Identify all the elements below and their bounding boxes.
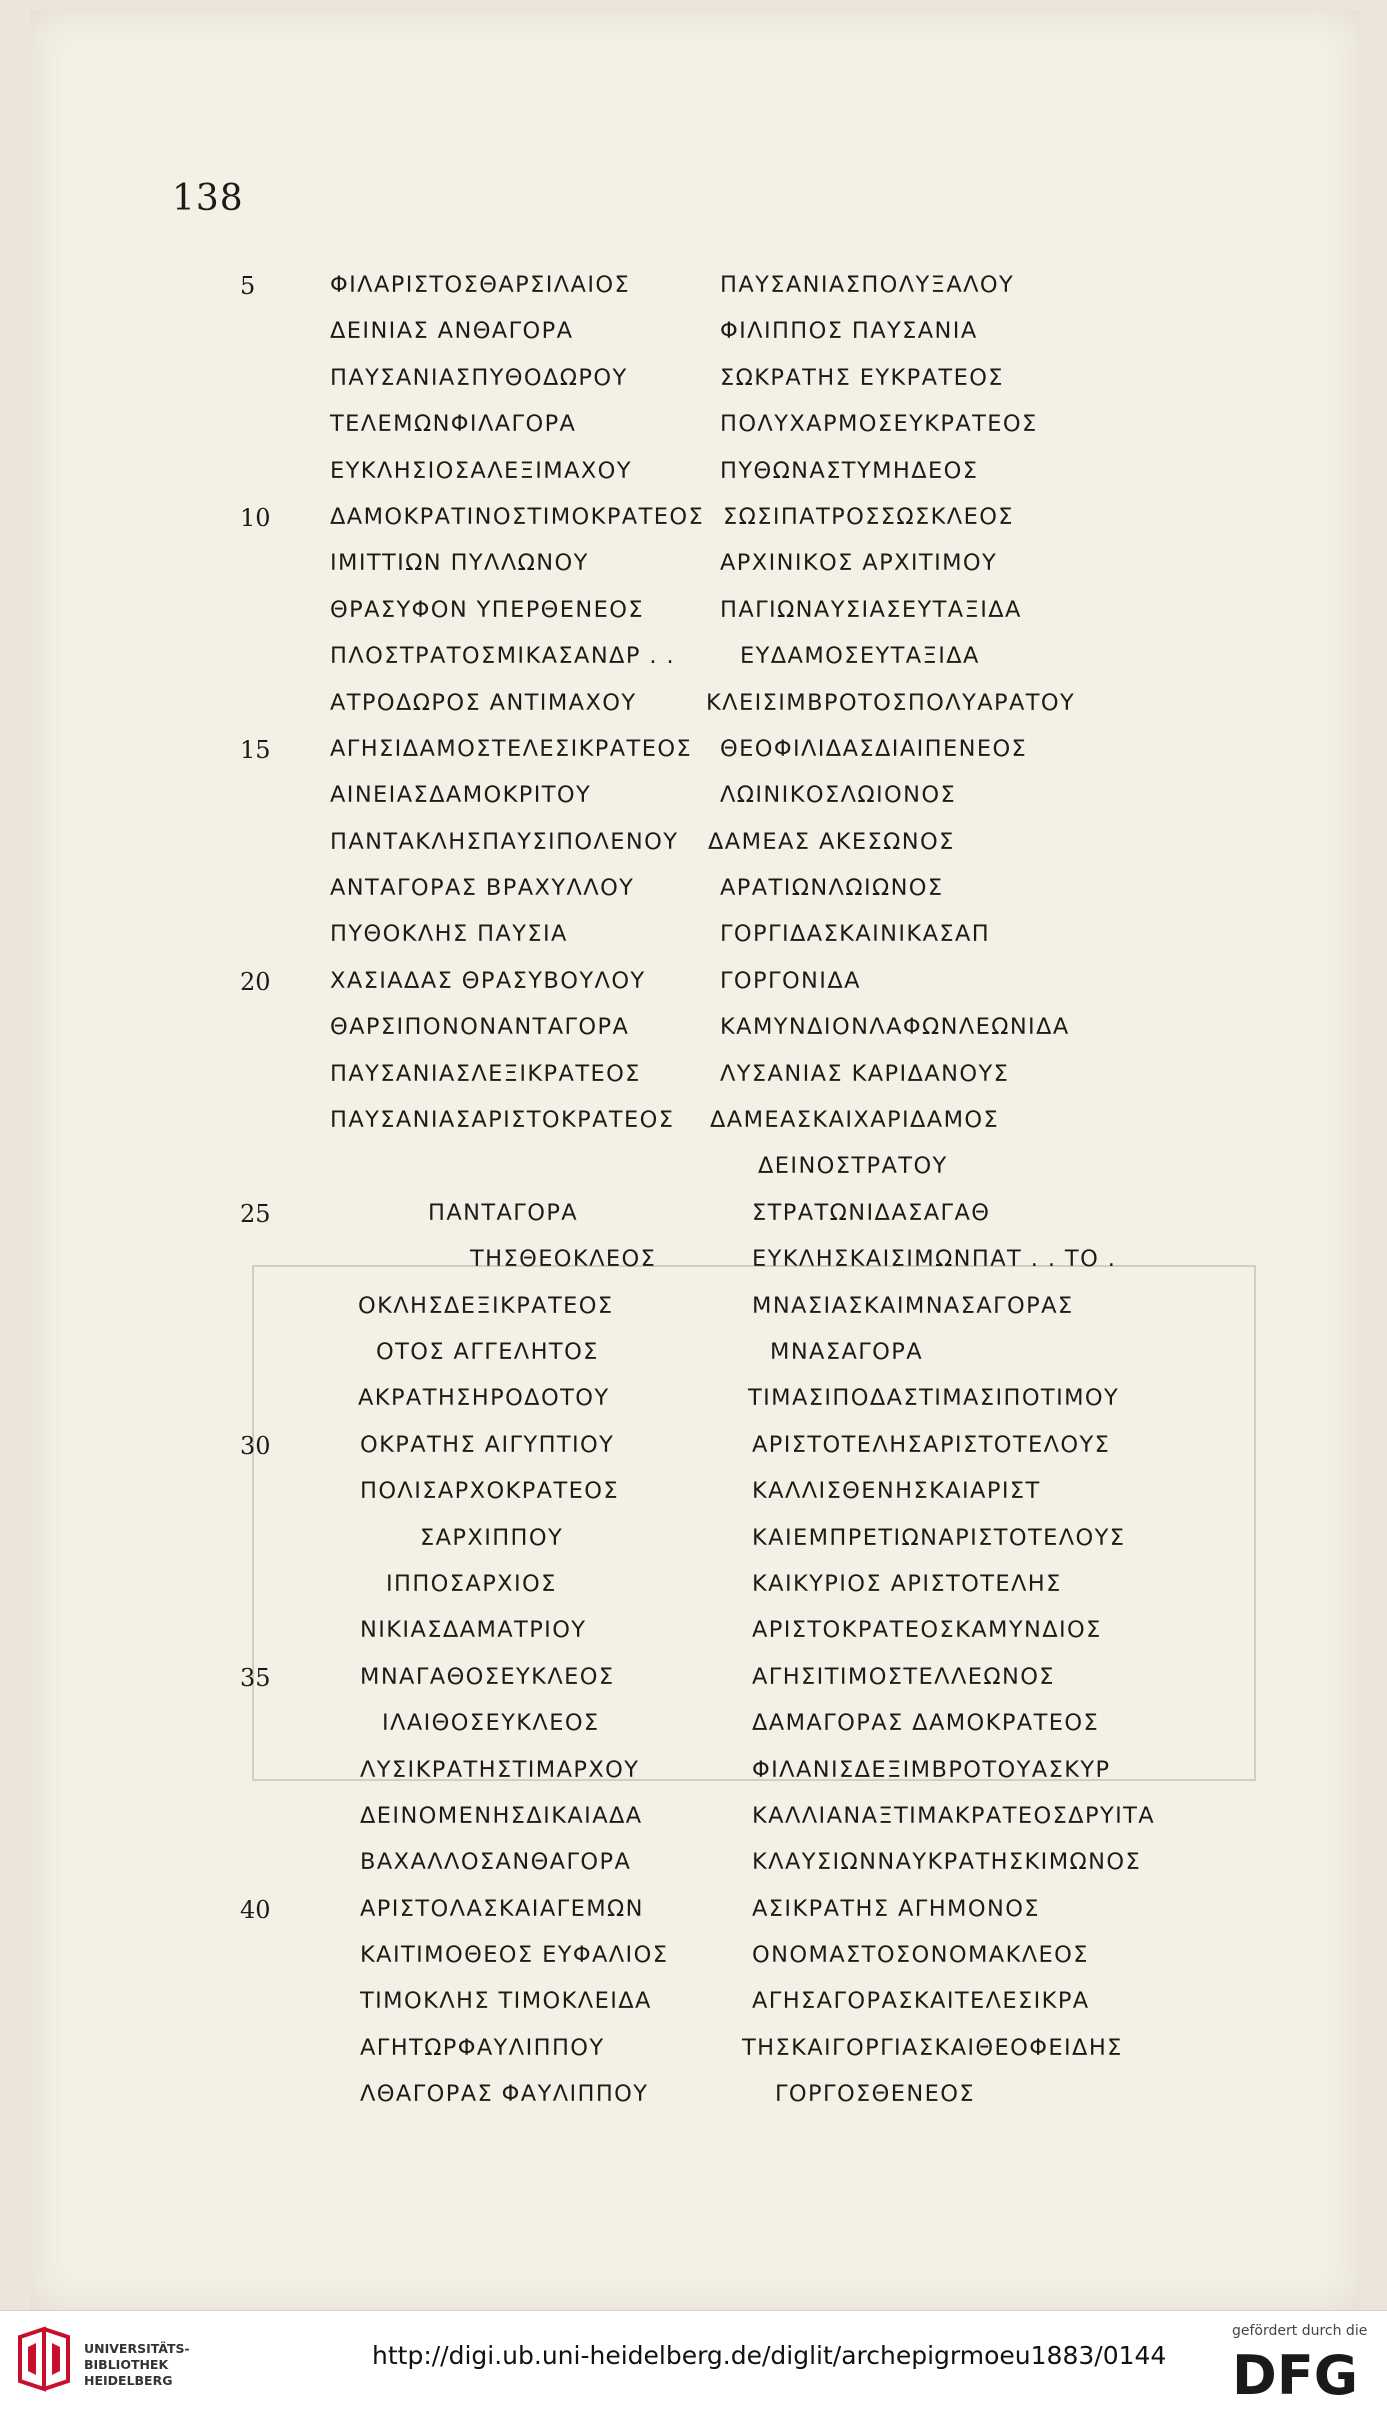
- right-column-text: ΠΑΥΣΑΝΙΑΣΠΟΛΥΞΑΛΟΥ: [720, 272, 1015, 298]
- inscription-line: [30, 1014, 1360, 1060]
- document-url-link[interactable]: http://digi.ub.uni-heidelberg.de/diglit/archepigrmoeu1883/0144: [372, 2341, 1167, 2370]
- right-column-text: ΘΕΟΦΙΛΙΔΑΣΔΙΑΙΠΕΝΕΟΣ: [720, 735, 1028, 762]
- line-number: 15: [240, 735, 271, 764]
- footer-bar: [0, 2310, 1387, 2413]
- line-number: 25: [240, 1199, 271, 1228]
- inscription-line: [30, 968, 1360, 1014]
- left-column-text: ΑΓΗΣΙΔΑΜΟΣΤΕΛΕΣΙΚΡΑΤΕΟΣ: [330, 735, 693, 762]
- inscription-line: [30, 2035, 1360, 2081]
- inscription-line: [30, 550, 1360, 596]
- inscription-line: [30, 1246, 1360, 1292]
- right-column-text: ΑΡΙΣΤΟΤΕΛΗΣΑΡΙΣΤΟΤΕΛΟΥΣ: [752, 1431, 1111, 1458]
- university-name: UNIVERSITÄTS- BIBLIOTHEK HEIDELBERG: [84, 2341, 190, 2388]
- left-column-text: ΤΙΜΟΚΛΗΣ ΤΙΜΟΚΛΕΙΔΑ: [360, 1988, 652, 2015]
- inscription-line: [30, 1107, 1360, 1153]
- inscription-line: [30, 690, 1360, 736]
- inscription-line: [30, 1757, 1360, 1803]
- inscription-line: [30, 1896, 1360, 1942]
- left-column-text: ΣΑΡΧΙΠΠΟΥ: [420, 1524, 564, 1551]
- left-column-text: ΙΜΙΤΤΙΩΝ ΠΥΛΛΩΝΟΥ: [330, 550, 589, 577]
- university-logo-icon: [14, 2325, 74, 2393]
- right-column-text: ΦΙΛΙΠΠΟΣ ΠΑΥΣΑΝΙΑ: [720, 318, 978, 345]
- left-column-text: ΑΤΡΟΔΩΡΟΣ ΑΝΤΙΜΑΧΟΥ: [330, 689, 637, 716]
- inscription-line: [30, 1293, 1360, 1339]
- inscription-line: [30, 504, 1360, 550]
- left-column-text: ΑΓΗΤΩΡΦΑΥΛΙΠΠΟΥ: [360, 2034, 605, 2061]
- right-column-text: ΜΝΑΣΑΓΟΡΑ: [770, 1338, 924, 1365]
- line-number: 20: [240, 967, 271, 996]
- right-column-text: ΔΑΜΕΑΣ ΑΚΕΣΩΝΟΣ: [708, 828, 955, 855]
- left-column-text: ΠΑΥΣΑΝΙΑΣΑΡΙΣΤΟΚΡΑΤΕΟΣ: [330, 1107, 675, 1134]
- left-column-text: ΙΠΠΟΣΑΡΧΙΟΣ: [386, 1570, 557, 1597]
- right-column-text: ΛΩΙΝΙΚΟΣΛΩΙΟΝΟΣ: [720, 782, 957, 809]
- right-column-text: ΛΥΣΑΝΙΑΣ ΚΑΡΙΔΑΝΟΥΣ: [720, 1060, 1010, 1087]
- line-number: 40: [240, 1895, 271, 1924]
- right-column-text: ΠΥΘΩΝΑΣΤΥΜΗΔΕΟΣ: [720, 457, 979, 484]
- right-column-text: ΚΑΜΥΝΔΙΟΝΛΑΦΩΝΛΕΩΝΙΔΑ: [720, 1014, 1070, 1041]
- right-column-text: ΠΟΛΥΧΑΡΜΟΣΕΥΚΡΑΤΕΟΣ: [720, 411, 1038, 438]
- inscription-line: [30, 1385, 1360, 1431]
- right-column-text: ΕΥΚΛΗΣΚΑΙΣΙΜΩΝΠΑΤ . . ΤΟ .: [752, 1246, 1117, 1273]
- inscription-line: [30, 1432, 1360, 1478]
- right-column-text: ΣΩΚΡΑΤΗΣ ΕΥΚΡΑΤΕΟΣ: [720, 364, 1004, 391]
- inscription-line: [30, 1200, 1360, 1246]
- inscription-line: [30, 1525, 1360, 1571]
- inscription-line: [30, 1153, 1360, 1199]
- right-column-text: ΜΝΑΣΙΑΣΚΑΙΜΝΑΣΑΓΟΡΑΣ: [752, 1292, 1074, 1319]
- inscription-line: [30, 1664, 1360, 1710]
- right-column-text: ΑΓΗΣΑΓΟΡΑΣΚΑΙΤΕΛΕΣΙΚΡΑ: [752, 1988, 1090, 2015]
- right-column-text: ΑΓΗΣΙΤΙΜΟΣΤΕΛΛΕΩΝΟΣ: [752, 1663, 1055, 1690]
- left-column-text: ΤΗΣΘΕΟΚΛΕΟΣ: [470, 1246, 657, 1273]
- left-column-text: ΦΙΛΑΡΙΣΤΟΣΘΑΡΣΙΛΑΙΟΣ: [330, 272, 631, 298]
- left-column-text: ΔΑΜΟΚΡΑΤΙΝΟΣΤΙΜΟΚΡΑΤΕΟΣ: [330, 503, 705, 530]
- left-column-text: ΟΚΡΑΤΗΣ ΑΙΓΥΠΤΙΟΥ: [360, 1431, 615, 1458]
- inscription-line: [30, 829, 1360, 875]
- right-column-text: ΚΛΕΙΣΙΜΒΡΟΤΟΣΠΟΛΥΑΡΑΤΟΥ: [706, 689, 1076, 716]
- inscription-line: [30, 643, 1360, 689]
- inscription-line: [30, 1988, 1360, 2034]
- right-column-text: ΦΙΛΑΝΙΣΔΕΞΙΜΒΡΟΤΟΥΑΣΚΥΡ: [752, 1756, 1111, 1783]
- left-column-text: ΕΥΚΛΗΣΙΟΣΑΛΕΞΙΜΑΧΟΥ: [330, 457, 632, 484]
- inscription-line: [30, 1617, 1360, 1663]
- left-column-text: ΘΡΑΣΥΦΟΝ ΥΠΕΡΘΕΝΕΟΣ: [330, 596, 644, 623]
- left-column-text: ΤΕΛΕΜΩΝΦΙΛΑΓΟΡΑ: [330, 411, 577, 438]
- right-column-text: ΓΟΡΓΟΝΙΔΑ: [720, 967, 861, 994]
- inscription-line: [30, 411, 1360, 457]
- page-number: 138: [172, 178, 244, 219]
- scanned-page: [30, 10, 1360, 2310]
- left-column-text: ΠΑΥΣΑΝΙΑΣΛΕΞΙΚΡΑΤΕΟΣ: [330, 1060, 641, 1087]
- left-column-text: ΑΚΡΑΤΗΣΗΡΟΔΟΤΟΥ: [358, 1385, 610, 1412]
- right-column-text: ΔΕΙΝΟΣΤΡΑΤΟΥ: [758, 1153, 948, 1180]
- inscription-line: [30, 365, 1360, 411]
- line-number: 5: [240, 272, 256, 300]
- right-column-text: ΑΡΧΙΝΙΚΟΣ ΑΡΧΙΤΙΜΟΥ: [720, 550, 998, 577]
- right-column-text: ΚΛΑΥΣΙΩΝΝΑΥΚΡΑΤΗΣΚΙΜΩΝΟΣ: [752, 1849, 1142, 1876]
- left-column-text: ΛΘΑΓΟΡΑΣ ΦΑΥΛΙΠΠΟΥ: [360, 2081, 649, 2108]
- inscription-line: [30, 458, 1360, 504]
- line-number: 35: [240, 1663, 271, 1692]
- left-column-text: ΝΙΚΙΑΣΔΑΜΑΤΡΙΟΥ: [360, 1617, 587, 1644]
- line-number: 30: [240, 1431, 271, 1460]
- right-column-text: ΠΑΓΙΩΝΑΥΣΙΑΣΕΥΤΑΞΙΔΑ: [720, 596, 1022, 623]
- inscription-line: [30, 1571, 1360, 1617]
- left-column-text: ΚΑΙΤΙΜΟΘΕΟΣ ΕΥΦΑΛΙΟΣ: [360, 1942, 669, 1969]
- right-column-text: ΚΑΙΚΥΡΙΟΣ ΑΡΙΣΤΟΤΕΛΗΣ: [752, 1570, 1062, 1597]
- right-column-text: ΑΡΑΤΙΩΝΛΩΙΩΝΟΣ: [720, 875, 944, 902]
- left-column-text: ΠΑΝΤΑΓΟΡΑ: [428, 1199, 579, 1226]
- inscription-line: [30, 597, 1360, 643]
- right-column-text: ΣΩΣΙΠΑΤΡΟΣΣΩΣΚΛΕΟΣ: [723, 503, 1014, 530]
- inscription-line: [30, 318, 1360, 364]
- right-column-text: ΑΣΙΚΡΑΤΗΣ ΑΓΗΜΟΝΟΣ: [752, 1895, 1040, 1922]
- left-column-text: ΘΑΡΣΙΠΟΝΟΝΑΝΤΑΓΟΡΑ: [330, 1014, 630, 1041]
- inscription-line: [30, 736, 1360, 782]
- right-column-text: ΤΙΜΑΣΙΠΟΔΑΣΤΙΜΑΣΙΠΟΤΙΜΟΥ: [748, 1385, 1120, 1412]
- left-column-text: ΟΚΛΗΣΔΕΞΙΚΡΑΤΕΟΣ: [358, 1292, 614, 1319]
- left-column-text: ΠΑΝΤΑΚΛΗΣΠΑΥΣΙΠΟΛΕΝΟΥ: [330, 828, 679, 855]
- left-column-text: ΠΟΛΙΣΑΡΧΟΚΡΑΤΕΟΣ: [360, 1478, 619, 1505]
- left-column-text: ΠΑΥΣΑΝΙΑΣΠΥΘΟΔΩΡΟΥ: [330, 364, 628, 391]
- left-column-text: ΑΡΙΣΤΟΛΑΣΚΑΙΑΓΕΜΩΝ: [360, 1895, 644, 1922]
- inscription-line: [30, 272, 1360, 318]
- left-column-text: ΠΛΟΣΤΡΑΤΟΣΜΙΚΑΣΑΝΔΡ . .: [330, 643, 676, 670]
- left-column-text: ΙΛΑΙΘΟΣΕΥΚΛΕΟΣ: [382, 1710, 600, 1737]
- inscription-line: [30, 1849, 1360, 1895]
- inscription-line: [30, 1339, 1360, 1385]
- right-column-text: ΕΥΔΑΜΟΣΕΥΤΑΞΙΔΑ: [740, 643, 980, 670]
- left-column-text: ΑΝΤΑΓΟΡΑΣ ΒΡΑΧΥΛΛΟΥ: [330, 875, 635, 902]
- left-column-text: ΛΥΣΙΚΡΑΤΗΣΤΙΜΑΡΧΟΥ: [360, 1756, 640, 1783]
- right-column-text: ΚΑΙΕΜΠΡΕΤΙΩΝΑΡΙΣΤΟΤΕΛΟΥΣ: [752, 1524, 1126, 1551]
- right-column-text: ΚΑΛΛΙΑΝΑΞΤΙΜΑΚΡΑΤΕΟΣΔΡΥΙΤΑ: [752, 1802, 1156, 1829]
- inscription-line: [30, 782, 1360, 828]
- right-column-text: ΚΑΛΛΙΣΘΕΝΗΣΚΑΙΑΡΙΣΤ: [752, 1478, 1041, 1505]
- right-column-text: ΔΑΜΕΑΣΚΑΙΧΑΡΙΔΑΜΟΣ: [710, 1107, 1000, 1134]
- left-column-text: ΔΕΙΝΟΜΕΝΗΣΔΙΚΑΙΑΔΑ: [360, 1802, 643, 1829]
- inscription-line: [30, 1478, 1360, 1524]
- right-column-text: ΓΟΡΓΙΔΑΣΚΑΙΝΙΚΑΣΑΠ: [720, 921, 991, 948]
- inscription-line: [30, 1942, 1360, 1988]
- line-number: 10: [240, 503, 271, 532]
- inscription-line: [30, 1061, 1360, 1107]
- inscription-text: [30, 272, 1360, 2128]
- left-column-text: ΑΙΝΕΙΑΣΔΑΜΟΚΡΙΤΟΥ: [330, 782, 592, 809]
- right-column-text: ΟΝΟΜΑΣΤΟΣΟΝΟΜΑΚΛΕΟΣ: [752, 1942, 1089, 1969]
- inscription-line: [30, 921, 1360, 967]
- supported-by-text: gefördert durch die: [1232, 2323, 1368, 2339]
- dfg-logo-icon: [1232, 2347, 1368, 2401]
- left-column-text: ΒΑΧΑΛΛΟΣΑΝΘΑΓΟΡΑ: [360, 1849, 632, 1876]
- left-column-text: ΧΑΣΙΑΔΑΣ ΘΡΑΣΥΒΟΥΛΟΥ: [330, 967, 646, 994]
- left-column-text: ΔΕΙΝΙΑΣ ΑΝΘΑΓΟΡΑ: [330, 318, 574, 345]
- inscription-line: [30, 2081, 1360, 2127]
- inscription-line: [30, 875, 1360, 921]
- left-column-text: ΜΝΑΓΑΘΟΣΕΥΚΛΕΟΣ: [360, 1663, 615, 1690]
- right-column-text: ΔΑΜΑΓΟΡΑΣ ΔΑΜΟΚΡΑΤΕΟΣ: [752, 1710, 1100, 1737]
- inscription-line: [30, 1803, 1360, 1849]
- right-column-text: ΑΡΙΣΤΟΚΡΑΤΕΟΣΚΑΜΥΝΔΙΟΣ: [752, 1617, 1102, 1644]
- left-column-text: ΠΥΘΟΚΛΗΣ ΠΑΥΣΙΑ: [330, 921, 568, 948]
- inscription-line: [30, 1710, 1360, 1756]
- right-column-text: ΓΟΡΓΟΣΘΕΝΕΟΣ: [775, 2081, 975, 2108]
- right-column-text: ΤΗΣΚΑΙΓΟΡΓΙΑΣΚΑΙΘΕΟΦΕΙΔΗΣ: [742, 2034, 1123, 2061]
- svg-text:DFG: DFG: [1232, 2347, 1359, 2401]
- left-column-text: ΟΤΟΣ ΑΓΓΕΛΗΤΟΣ: [376, 1338, 599, 1365]
- right-column-text: ΣΤΡΑΤΩΝΙΔΑΣΑΓΑΘ: [752, 1199, 991, 1226]
